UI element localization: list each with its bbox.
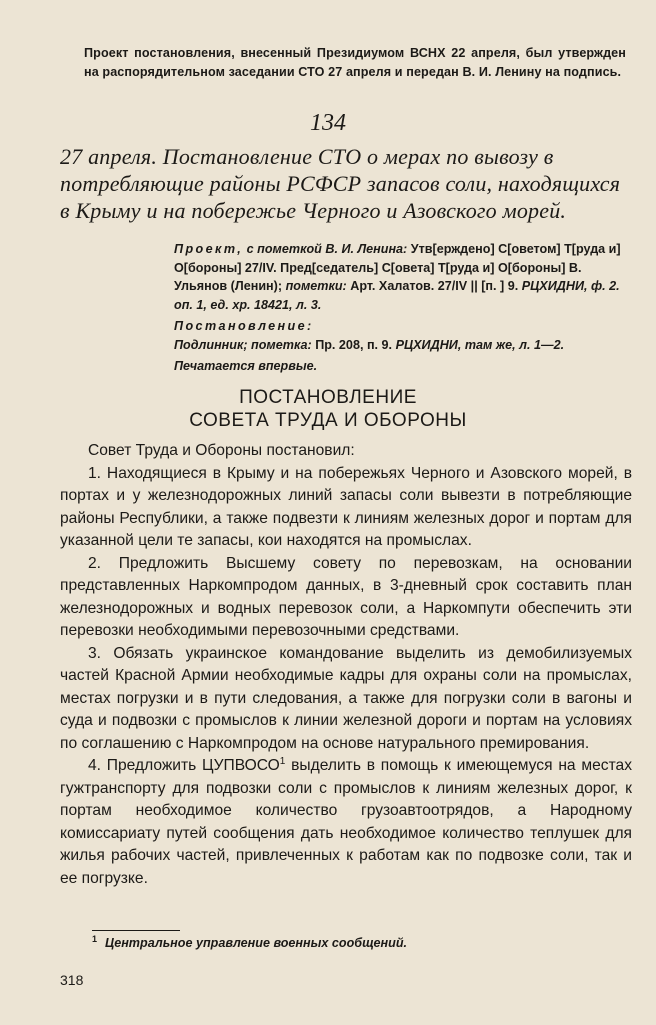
meta-original-line	[174, 336, 630, 355]
meta-resolution-label: Постановление:	[174, 319, 314, 333]
meta-draft-line	[174, 240, 630, 314]
document-title: 27 апреля. Постановление СТО о мерах по вывозу в потребляющие районы РСФСР запасов соли, находящихся в Крыму и на побережье Черного и Азовского морей.	[60, 144, 621, 223]
footnote-text: Центральное управление военных сообщений.	[105, 936, 408, 951]
resolution-heading	[0, 386, 656, 432]
meta-resolution-line	[174, 317, 630, 336]
footnote-divider	[92, 930, 180, 931]
meta-first-print-line	[174, 357, 630, 376]
meta-draft-note: с пометкой В. И. Ленина:	[246, 242, 408, 256]
body-paragraph-2: 2. Предложить Высшему совету по перевозкам, на основании представленных Наркомпродом данных, в 3-дневный срок составить план железнодорожных и водных перевозок соли, а Наркомпути обеспечить эти перевозки необходимыми перевозочными средствами.	[60, 554, 632, 639]
resolution-body	[60, 440, 632, 890]
meta-original-note: Подлинник; пометка:	[174, 337, 312, 352]
footnote	[92, 934, 612, 950]
body-paragraph-intro: Совет Труда и Обороны постановил:	[88, 442, 355, 459]
meta-first-print: Печатается впервые.	[174, 359, 318, 373]
meta-original-archive: РЦХИДНИ, там же, л. 1—2.	[395, 337, 565, 352]
body-paragraph-4-start: 4. Предложить ЦУПВОСО	[88, 757, 280, 774]
heading-line-2: СОВЕТА ТРУДА И ОБОРОНЫ	[189, 410, 467, 431]
meta-draft-label: Проект,	[174, 242, 244, 256]
document-number: 134	[310, 110, 346, 136]
body-paragraph-4	[60, 755, 632, 890]
body-paragraph-3: 3. Обязать украинское командование выделить из демобилизуемых частей Красной Армии необходимые кадры для охраны соли на промыслах, местах погрузки и в пути следования, а также для погрузки соли в вагоны и суда и подвозки с промыслов к линии железной дороги и портам на условиях по соглашению с Наркомпродом на основе натурального премирования.	[60, 644, 632, 752]
archival-metadata	[174, 240, 630, 376]
footnote-mark: 1	[92, 934, 98, 944]
intro-note: Проект постановления, внесенный Президиумом ВСНХ 22 апреля, был утвержден на распорядительном заседании СТО 27 апреля и передан В. И. Ленину на подпись.	[84, 46, 626, 79]
page-number: 318	[60, 972, 84, 988]
body-paragraph-4-rest: выделить в помощь к имеющемуся на местах гужтранспорту для подвозки соли с промыслов к линиям железных дорог, к портам необходимое количество грузоавтоотрядов, а Народному комиссариату путей сообщения дать необходимое количество теплушек для жилья рабочих частей, привлеченных к работам как по подвозке соли, так и ее погрузке.	[60, 757, 633, 887]
footnote-reference: 1	[279, 755, 286, 767]
meta-draft-archive: РЦХИДНИ, ф. 2. оп. 1, ед. хр. 18421, л. 3.	[174, 279, 620, 312]
heading-line-1: ПОСТАНОВЛЕНИЕ	[239, 387, 417, 408]
meta-original-text: Пр. 208, п. 9.	[315, 337, 393, 352]
meta-draft-text2: Арт. Халатов. 27/IV || [п. ] 9.	[350, 279, 519, 293]
body-paragraph-1: 1. Находящиеся в Крыму и на побережьях Черного и Азовского морей, в портах и у железнодорожных линий запасы соли вывезти в потребляющие районы Республики, а также подвезти к линиям железных дорог и портам для указанной цели те запасы, кои находятся на промыслах.	[60, 464, 632, 549]
meta-draft-note2: пометки:	[285, 279, 347, 293]
meta-draft-text: Утв[ерждено] С[оветом] Т[руда и] О[бороны] 27/IV. Пред[седатель] С[овета] Т[руда и] О[бороны] В. Ульянов (Ленин);	[174, 242, 621, 293]
